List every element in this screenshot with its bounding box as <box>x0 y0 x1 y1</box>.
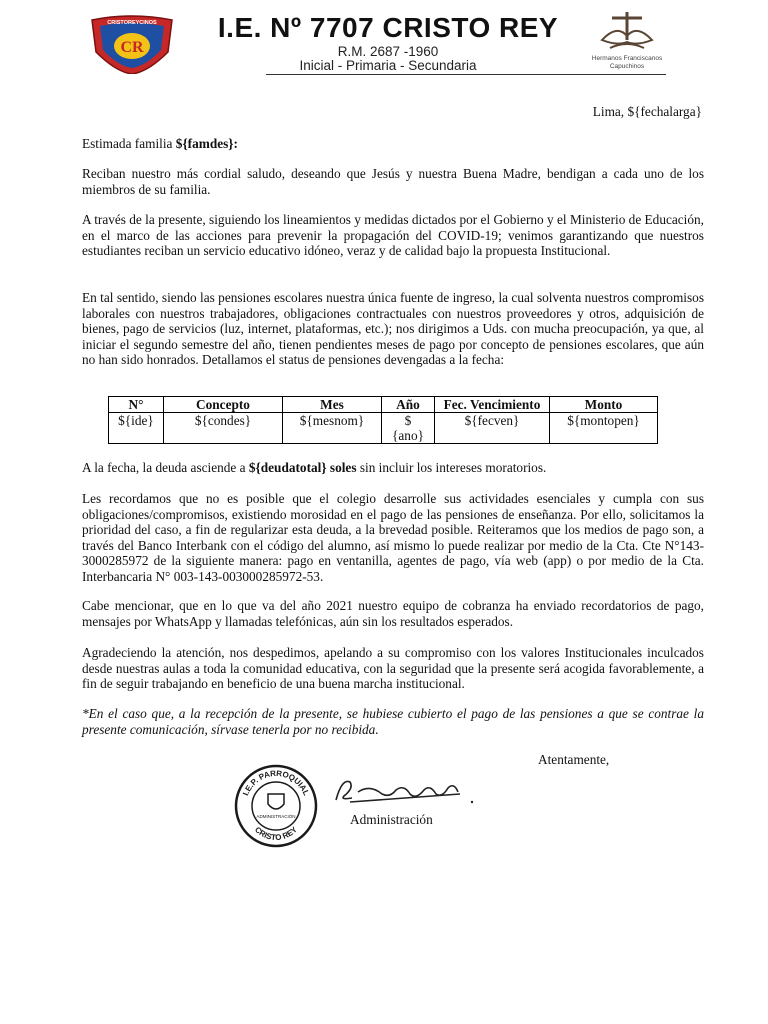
paragraph-salutation: Reciban nuestro más cordial saludo, deseando que Jesús y nuestra Buena Madre, bendigan a cada uno de los miembros de su familia. <box>82 166 704 197</box>
pension-table <box>108 396 658 444</box>
paragraph-farewell: Agradeciendo la atención, nos despedimos, apelando a su compromiso con los valores Institucionales inculcados desde nuestras aulas a toda la comunidad educativa, con la seguridad que la presente será acogida favorablemente, a fin de seguir trabajando en beneficio de una buena marcha institucional. <box>82 645 704 691</box>
table-header-row <box>109 397 658 413</box>
franciscan-emblem-icon <box>582 10 672 54</box>
school-shield-logo <box>88 14 176 74</box>
cell-number: ${ide} <box>109 413 164 444</box>
handwritten-signature <box>330 772 480 812</box>
franciscan-label-2: Capuchinos <box>609 63 645 70</box>
franciscan-label-1: Hermanos Franciscanos <box>591 55 663 62</box>
stamp-bottom-text: CRISTO REY <box>253 825 299 843</box>
table-row <box>109 413 658 444</box>
stamp-top-text: I.E.P. PARROQUIAL <box>241 768 311 797</box>
school-levels: Inicial - Primaria - Secundaria <box>299 58 477 73</box>
debt-prefix: A la fecha, la deuda asciende a <box>82 460 249 475</box>
logo-initials: CR <box>120 39 144 56</box>
col-year: Año <box>382 397 435 413</box>
col-amount: Monto <box>550 397 658 413</box>
col-due-date: Fec. Vencimiento <box>435 397 550 413</box>
paragraph-payment-methods: Les recordamos que no es posible que el colegio desarrolle sus actividades esenciales y cumpla con sus obligaciones/compromisos, existiendo morosidad en el pago de las pensiones de enseñanza. Por ello, solicitamos la prioridad del caso, a fin de regularizar esta deuda, a la brevedad posible. Reiteramos que los medios de pago son, a través del Banco Interbank con el código del alumno, así mismo lo puede realizar por medio de la Cta. Cte N°143-3000285972 de la siguiente manera: pago en ventanilla, agentes de pago, vía web (app) o por medio de la Cta. Interbancaria N° 003-143-003000285972-53. <box>82 491 704 584</box>
col-concept: Concepto <box>164 397 283 413</box>
debt-total-var: ${deudatotal} soles <box>248 460 357 475</box>
cell-concept: ${condes} <box>164 413 283 444</box>
paragraph-context: A través de la presente, siguiendo los lineamientos y medidas dictados por el Gobierno y el Ministerio de Educación, en el marco de las acciones para prevenir la propagación del COVID-19; venimos garantizando que nuestros estudiantes reciban un servicio educativo idóneo, veraz y de calidad bajo la propuesta Institucional. <box>82 212 704 258</box>
greeting-family-var: ${famdes}: <box>175 136 238 151</box>
paragraph-reminders: Cabe mencionar, que en lo que va del año 2021 nuestro equipo de cobranza ha enviado recordatorios de pago, mensajes por WhatsApp y llamadas telefónicas, aún sin los resultados esperados. <box>82 598 704 629</box>
date-line: Lima, ${fechalarga} <box>592 104 702 119</box>
debt-suffix: sin incluir los intereses moratorios. <box>356 460 547 475</box>
cell-year: $ {ano} <box>382 413 435 444</box>
school-resolution: R.M. 2687 -1960 <box>337 44 439 59</box>
cell-amount: ${montopen} <box>550 413 658 444</box>
paragraph-debt <box>82 460 704 476</box>
signer-title: Administración <box>350 812 433 827</box>
administration-stamp <box>234 764 318 848</box>
paragraph-footnote: *En el caso que, a la recepción de la presente, se hubiese cubierto el pago de las pensiones a que se contrae la presente comunicación, sírvase tenerla por no recibida. <box>82 706 704 737</box>
closing: Atentamente, <box>538 752 610 767</box>
cell-due-date: ${fecven} <box>435 413 550 444</box>
letterhead <box>88 10 708 76</box>
svg-text:CRISTO REY <box>253 825 299 843</box>
paragraph-pensions: En tal sentido, siendo las pensiones escolares nuestra única fuente de ingreso, la cual solventa nuestros compromisos laborales con nuestros trabajadores, obligaciones contractuales con nuestros proveedores y otros, adquisición de bienes, pago de servicios (luz, internet, plataformas, etc.); nos dirigimos a Uds. con mucha preocupación, ya que, al iniciar el segundo semestre del año, tienen pendientes meses de pago por concepto de pensiones escolares, que aún no han sido honrados. Detallamos el status de pensiones devengadas a la fecha: <box>82 290 704 367</box>
col-month: Mes <box>283 397 382 413</box>
cell-month: ${mesnom} <box>283 413 382 444</box>
franciscan-logo <box>582 10 672 76</box>
logo-banner: CRISTOREYCINOS <box>107 20 157 26</box>
col-number: N° <box>109 397 164 413</box>
stamp-center-text: ADMINISTRACIÓN <box>256 814 296 819</box>
school-name: I.E. Nº 7707 CRISTO REY <box>217 12 559 43</box>
header-divider <box>266 74 666 75</box>
greeting <box>82 136 704 152</box>
greeting-prefix: Estimada familia <box>82 136 176 151</box>
